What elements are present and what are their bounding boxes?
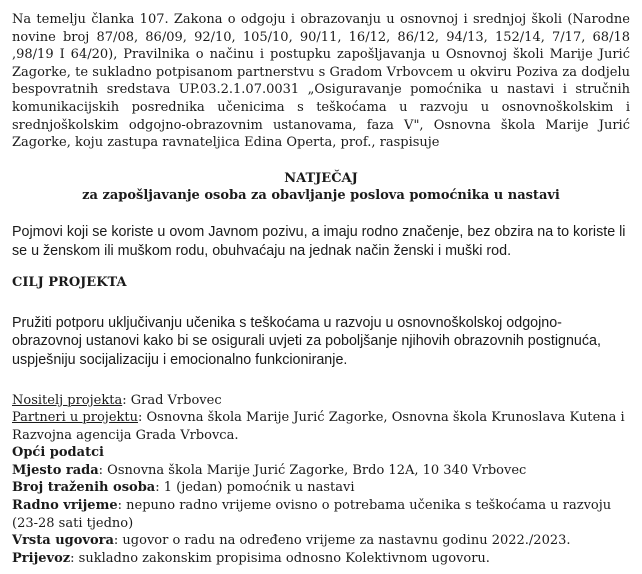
detail-hours (12, 497, 630, 532)
gender-note: Pojmovi koji se koriste u ovom Javnom pozivu, a imaju rodno značenje, bez obzira na to koriste li se u ženskom ili muškom rodu, obuhvaćaju na jednak način ženski i muški rod. (12, 223, 626, 259)
goal-text: Pružiti potporu uključivanju učenika s teškoćama u razvoju u osnovnoškolskoj odgojno-obrazovnoj ustanovi kako bi se osigurali uvjeti za poboljšanje njihovih obrazovnih postignuća, uspješniju socijalizaciju i emocionalno funkcioniranje. (12, 314, 601, 368)
workplace-value: : Osnovna škola Marije Jurić Zagorke, Brdo 12A, 10 340 Vrbovec (98, 462, 527, 478)
count-label: Broj traženih osoba (12, 480, 156, 496)
detail-count (12, 479, 630, 497)
contract-value: : ugovor o radu na određeno vrijeme za nastavnu godinu 2022./2023. (113, 533, 571, 549)
hours-label: Radno vrijeme (12, 498, 118, 514)
count-value: : 1 (jedan) pomoćnik u nastavi (155, 480, 355, 496)
partners-value: : Osnovna škola Marije Jurić Zagorke, Osnovna škola Krunoslava Kutena i Razvojna agencija Grada Vrbovca. (12, 410, 625, 443)
goal-heading: CILJ PROJEKTA (12, 275, 127, 291)
contract-label: Vrsta ugovora (12, 533, 114, 549)
transport-label: Prijevoz (12, 550, 71, 566)
detail-holder (12, 392, 630, 410)
holder-label: Nositelj projekta (12, 392, 123, 408)
hours-value: : nepuno radno vrijeme ovisno o potrebama učenika s teškoćama u razvoju (23-28 sati tjedno) (12, 498, 612, 531)
detail-contract (12, 532, 630, 550)
general-heading: Opći podatci (12, 445, 104, 461)
partners-label: Partneri u projektu (12, 410, 138, 426)
holder-value: : Grad Vrbovec (122, 392, 222, 408)
transport-value: : sukladno zakonskim propisima odnosno Kolektivnom ugovoru. (70, 550, 490, 566)
detail-partners (12, 409, 630, 444)
project-details (12, 392, 630, 568)
detail-workplace (12, 462, 630, 480)
detail-transport (12, 550, 630, 568)
document-subtitle: za zapošljavanje osoba za obavljanje poslova pomoćnika u nastavi (82, 188, 560, 204)
document-title: NATJEČAJ (284, 170, 358, 186)
workplace-label: Mjesto rada (12, 462, 99, 478)
intro-paragraph: Na temelju članka 107. Zakona o odgoju i obrazovanju u osnovnoj i srednjoj školi (Narodne novine broj 87/08, 86/09, 92/10, 105/10, 90/11, 16/12, 86/12, 94/13, 152/14, 7/17, 68/18 ,98/19 I 64/20), Pravilnika o načinu i postupku zapošljavanja u Osnovnoj školi Marije Jurić Zagorke, te sukladno potpisanom partnerstvu s Gradom Vrbovcem u okviru Poziva za dodjelu bespovratnih sredstava UP.03.2.1.07.0031 „Osiguravanje pomoćnika u nastavi i stručnih komunikacijskih posrednika učenicima s teškoćama u razvoju u osnovnoškolskim i srednjoškolskim odgojno-obrazovnim ustanovama, faza V", Osnovna škola Marije Jurić Zagorke, koju zastupa ravnateljica Edina Operta, prof., raspisuje (12, 12, 630, 151)
